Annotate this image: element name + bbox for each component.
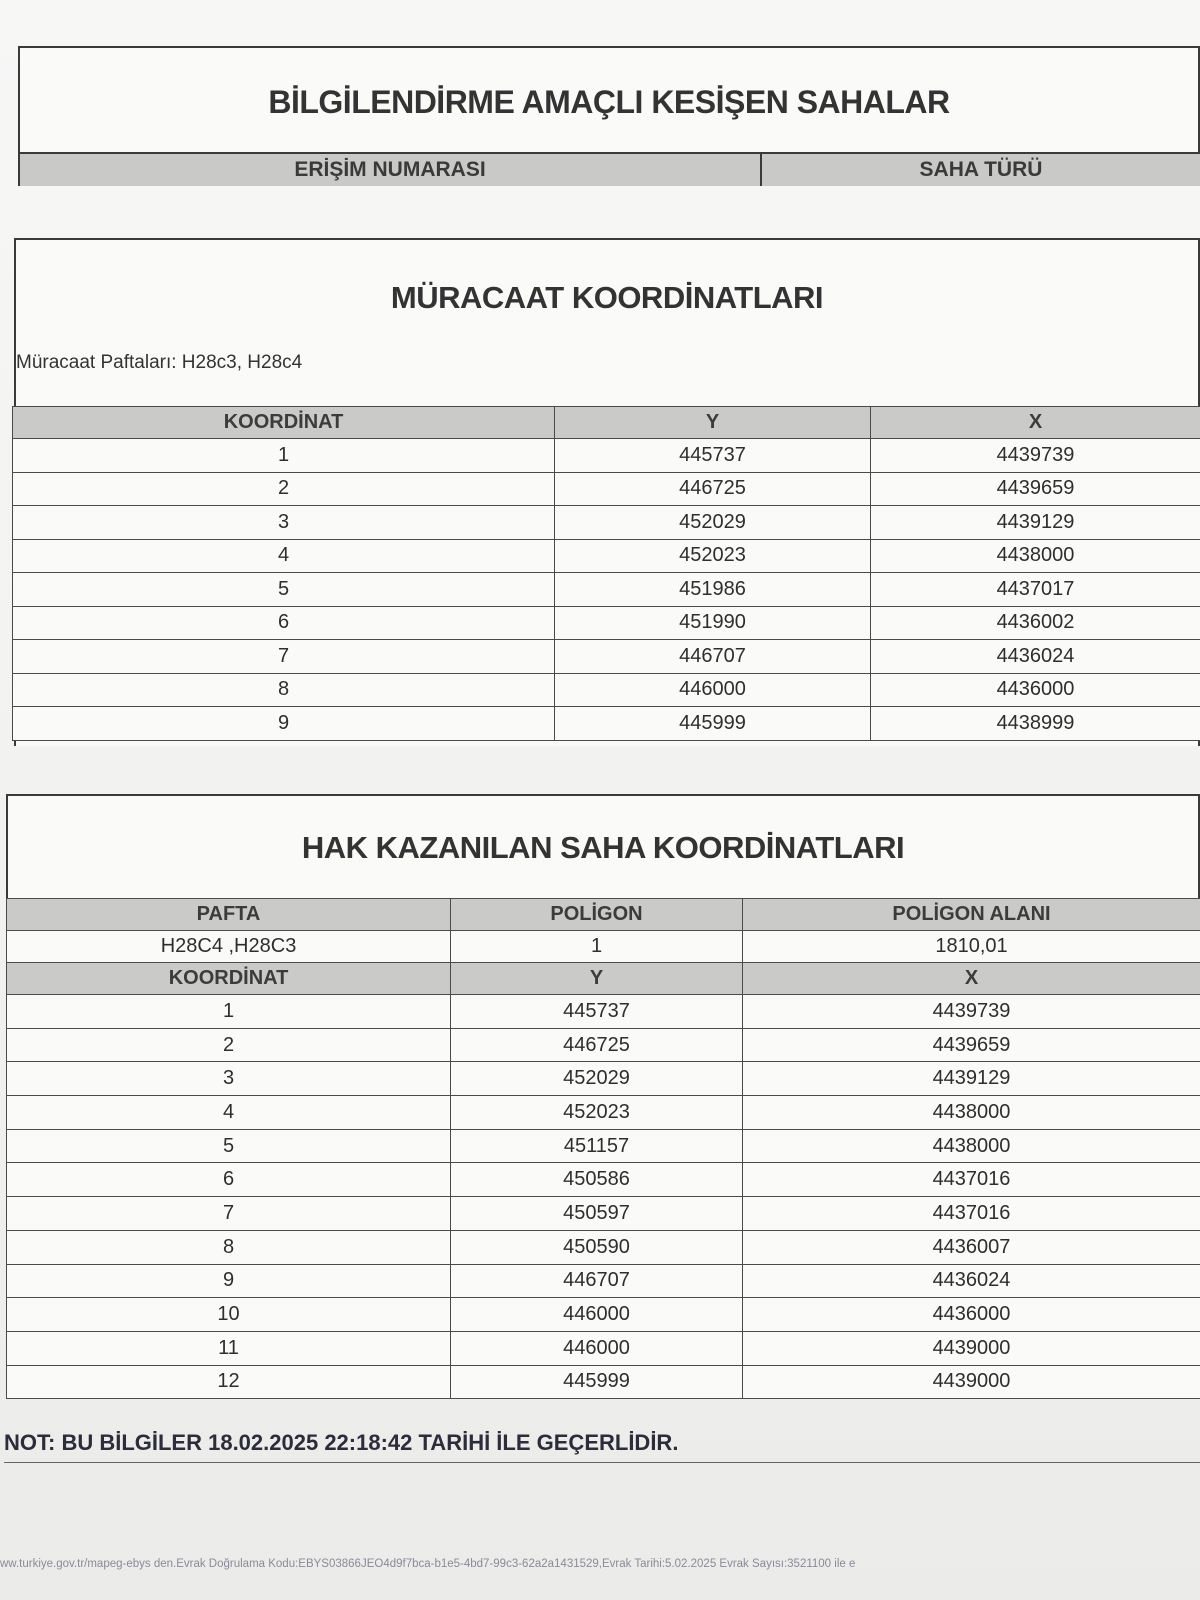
coordinate-number: 3 bbox=[13, 506, 555, 540]
x-value: 4439129 bbox=[871, 506, 1200, 540]
sheet-column-header: PAFTA bbox=[7, 899, 451, 931]
y-value: 452029 bbox=[555, 506, 871, 540]
granted-area-table bbox=[6, 898, 1200, 1399]
x-value: 4439739 bbox=[871, 439, 1200, 473]
x-value: 4439739 bbox=[743, 995, 1200, 1029]
granted-area-coordinates-box bbox=[6, 794, 1200, 900]
intersecting-areas-box bbox=[18, 46, 1200, 186]
y-value: 450590 bbox=[451, 1230, 743, 1264]
table-row bbox=[13, 606, 1200, 640]
coordinate-number: 7 bbox=[7, 1197, 451, 1231]
coordinate-number: 5 bbox=[7, 1129, 451, 1163]
y-value: 450597 bbox=[451, 1197, 743, 1231]
x-value: 4439000 bbox=[743, 1365, 1200, 1399]
coordinate-column-header: KOORDİNAT bbox=[13, 407, 555, 439]
coordinate-number: 8 bbox=[7, 1230, 451, 1264]
coordinate-number: 12 bbox=[7, 1365, 451, 1399]
polygon-area-value: 1810,01 bbox=[743, 931, 1200, 963]
table-row bbox=[13, 673, 1200, 707]
granted-area-coordinates-title: HAK KAZANILAN SAHA KOORDİNATLARI bbox=[301, 830, 905, 865]
table-row bbox=[13, 472, 1200, 506]
coordinate-number: 2 bbox=[13, 472, 555, 506]
table-row bbox=[13, 573, 1200, 607]
y-value: 445737 bbox=[451, 995, 743, 1029]
application-coordinates-rows bbox=[13, 439, 1200, 741]
polygon-value: 1 bbox=[451, 931, 743, 963]
table-row bbox=[7, 1062, 1200, 1096]
x-value: 4439659 bbox=[743, 1028, 1200, 1062]
y-value: 445737 bbox=[555, 439, 871, 473]
y-value: 446725 bbox=[555, 472, 871, 506]
y-value: 446707 bbox=[451, 1264, 743, 1298]
y-value: 446000 bbox=[555, 673, 871, 707]
y-value: 446000 bbox=[451, 1331, 743, 1365]
coordinate-number: 4 bbox=[13, 539, 555, 573]
application-coordinates-title: MÜRACAAT KOORDİNATLARI bbox=[390, 280, 824, 315]
y-value: 452023 bbox=[555, 539, 871, 573]
table-row bbox=[7, 1129, 1200, 1163]
table-row bbox=[7, 1096, 1200, 1130]
x-column-header: X bbox=[871, 407, 1200, 439]
y-value: 451986 bbox=[555, 573, 871, 607]
intersecting-areas-title: BİLGİLENDİRME AMAÇLI KESİŞEN SAHALAR bbox=[268, 84, 950, 120]
coordinate-column-header: KOORDİNAT bbox=[7, 963, 451, 995]
y-value: 452029 bbox=[451, 1062, 743, 1096]
x-value: 4437017 bbox=[871, 573, 1200, 607]
sheet-value: H28C4 ,H28C3 bbox=[7, 931, 451, 963]
coordinate-number: 10 bbox=[7, 1298, 451, 1332]
x-value: 4438999 bbox=[871, 707, 1200, 741]
coordinate-number: 8 bbox=[13, 673, 555, 707]
access-type-header bbox=[20, 152, 1200, 186]
coordinate-number: 1 bbox=[7, 995, 451, 1029]
table-row bbox=[7, 1163, 1200, 1197]
table-row bbox=[7, 1331, 1200, 1365]
coordinate-number: 7 bbox=[13, 640, 555, 674]
polygon-info-row bbox=[7, 931, 1200, 963]
table-row bbox=[7, 1264, 1200, 1298]
x-value: 4437016 bbox=[743, 1197, 1200, 1231]
verification-footer: ww.turkiye.gov.tr/mapeg-ebys den.Evrak Doğrulama Kodu:EBYS03866JEO4d9f7bca-b1e5-4bd7-99c3-62a2a1431529,Evrak Tarihi:5.02.2025 Evrak Sayısı:3521100 ile e bbox=[0, 1558, 856, 1570]
table-row bbox=[7, 995, 1200, 1029]
application-sheets-label: Müracaat Paftaları: H28c3, H28c4 bbox=[16, 352, 303, 373]
x-value: 4439659 bbox=[871, 472, 1200, 506]
x-value: 4439129 bbox=[743, 1062, 1200, 1096]
x-value: 4436007 bbox=[743, 1230, 1200, 1264]
y-value: 452023 bbox=[451, 1096, 743, 1130]
y-value: 446707 bbox=[555, 640, 871, 674]
application-coordinates-table bbox=[12, 406, 1200, 741]
table-row bbox=[7, 1298, 1200, 1332]
x-value: 4438000 bbox=[743, 1096, 1200, 1130]
y-column-header: Y bbox=[451, 963, 743, 995]
coordinate-number: 9 bbox=[7, 1264, 451, 1298]
table-row bbox=[13, 439, 1200, 473]
coordinate-number: 4 bbox=[7, 1096, 451, 1130]
table-row bbox=[7, 1028, 1200, 1062]
y-value: 446000 bbox=[451, 1298, 743, 1332]
table-row bbox=[7, 1197, 1200, 1231]
x-value: 4438000 bbox=[743, 1129, 1200, 1163]
coordinate-number: 6 bbox=[7, 1163, 451, 1197]
area-type-header: SAHA TÜRÜ bbox=[760, 154, 1200, 186]
y-value: 445999 bbox=[451, 1365, 743, 1399]
x-value: 4436024 bbox=[743, 1264, 1200, 1298]
coordinate-number: 11 bbox=[7, 1331, 451, 1365]
coordinate-number: 9 bbox=[13, 707, 555, 741]
x-value: 4436002 bbox=[871, 606, 1200, 640]
table-row bbox=[13, 707, 1200, 741]
coordinate-number: 3 bbox=[7, 1062, 451, 1096]
coordinate-number: 6 bbox=[13, 606, 555, 640]
x-value: 4439000 bbox=[743, 1331, 1200, 1365]
y-value: 451990 bbox=[555, 606, 871, 640]
coordinate-number: 2 bbox=[7, 1028, 451, 1062]
y-value: 445999 bbox=[555, 707, 871, 741]
x-value: 4437016 bbox=[743, 1163, 1200, 1197]
validity-note: NOT: BU BİLGİLER 18.02.2025 22:18:42 TARİHİ İLE GEÇERLİDİR. bbox=[4, 1430, 1200, 1463]
coordinate-number: 1 bbox=[13, 439, 555, 473]
table-row bbox=[13, 539, 1200, 573]
polygon-column-header: POLİGON bbox=[451, 899, 743, 931]
coordinate-number: 5 bbox=[13, 573, 555, 607]
table-row bbox=[7, 1365, 1200, 1399]
x-value: 4436024 bbox=[871, 640, 1200, 674]
y-value: 446725 bbox=[451, 1028, 743, 1062]
polygon-area-column-header: POLİGON ALANI bbox=[743, 899, 1200, 931]
y-column-header: Y bbox=[555, 407, 871, 439]
table-row bbox=[13, 506, 1200, 540]
table-row bbox=[13, 640, 1200, 674]
access-number-header: ERİŞİM NUMARASI bbox=[294, 158, 486, 181]
y-value: 451157 bbox=[451, 1129, 743, 1163]
x-value: 4436000 bbox=[743, 1298, 1200, 1332]
x-value: 4436000 bbox=[871, 673, 1200, 707]
table-row bbox=[7, 1230, 1200, 1264]
y-value: 450586 bbox=[451, 1163, 743, 1197]
x-column-header: X bbox=[743, 963, 1200, 995]
x-value: 4438000 bbox=[871, 539, 1200, 573]
